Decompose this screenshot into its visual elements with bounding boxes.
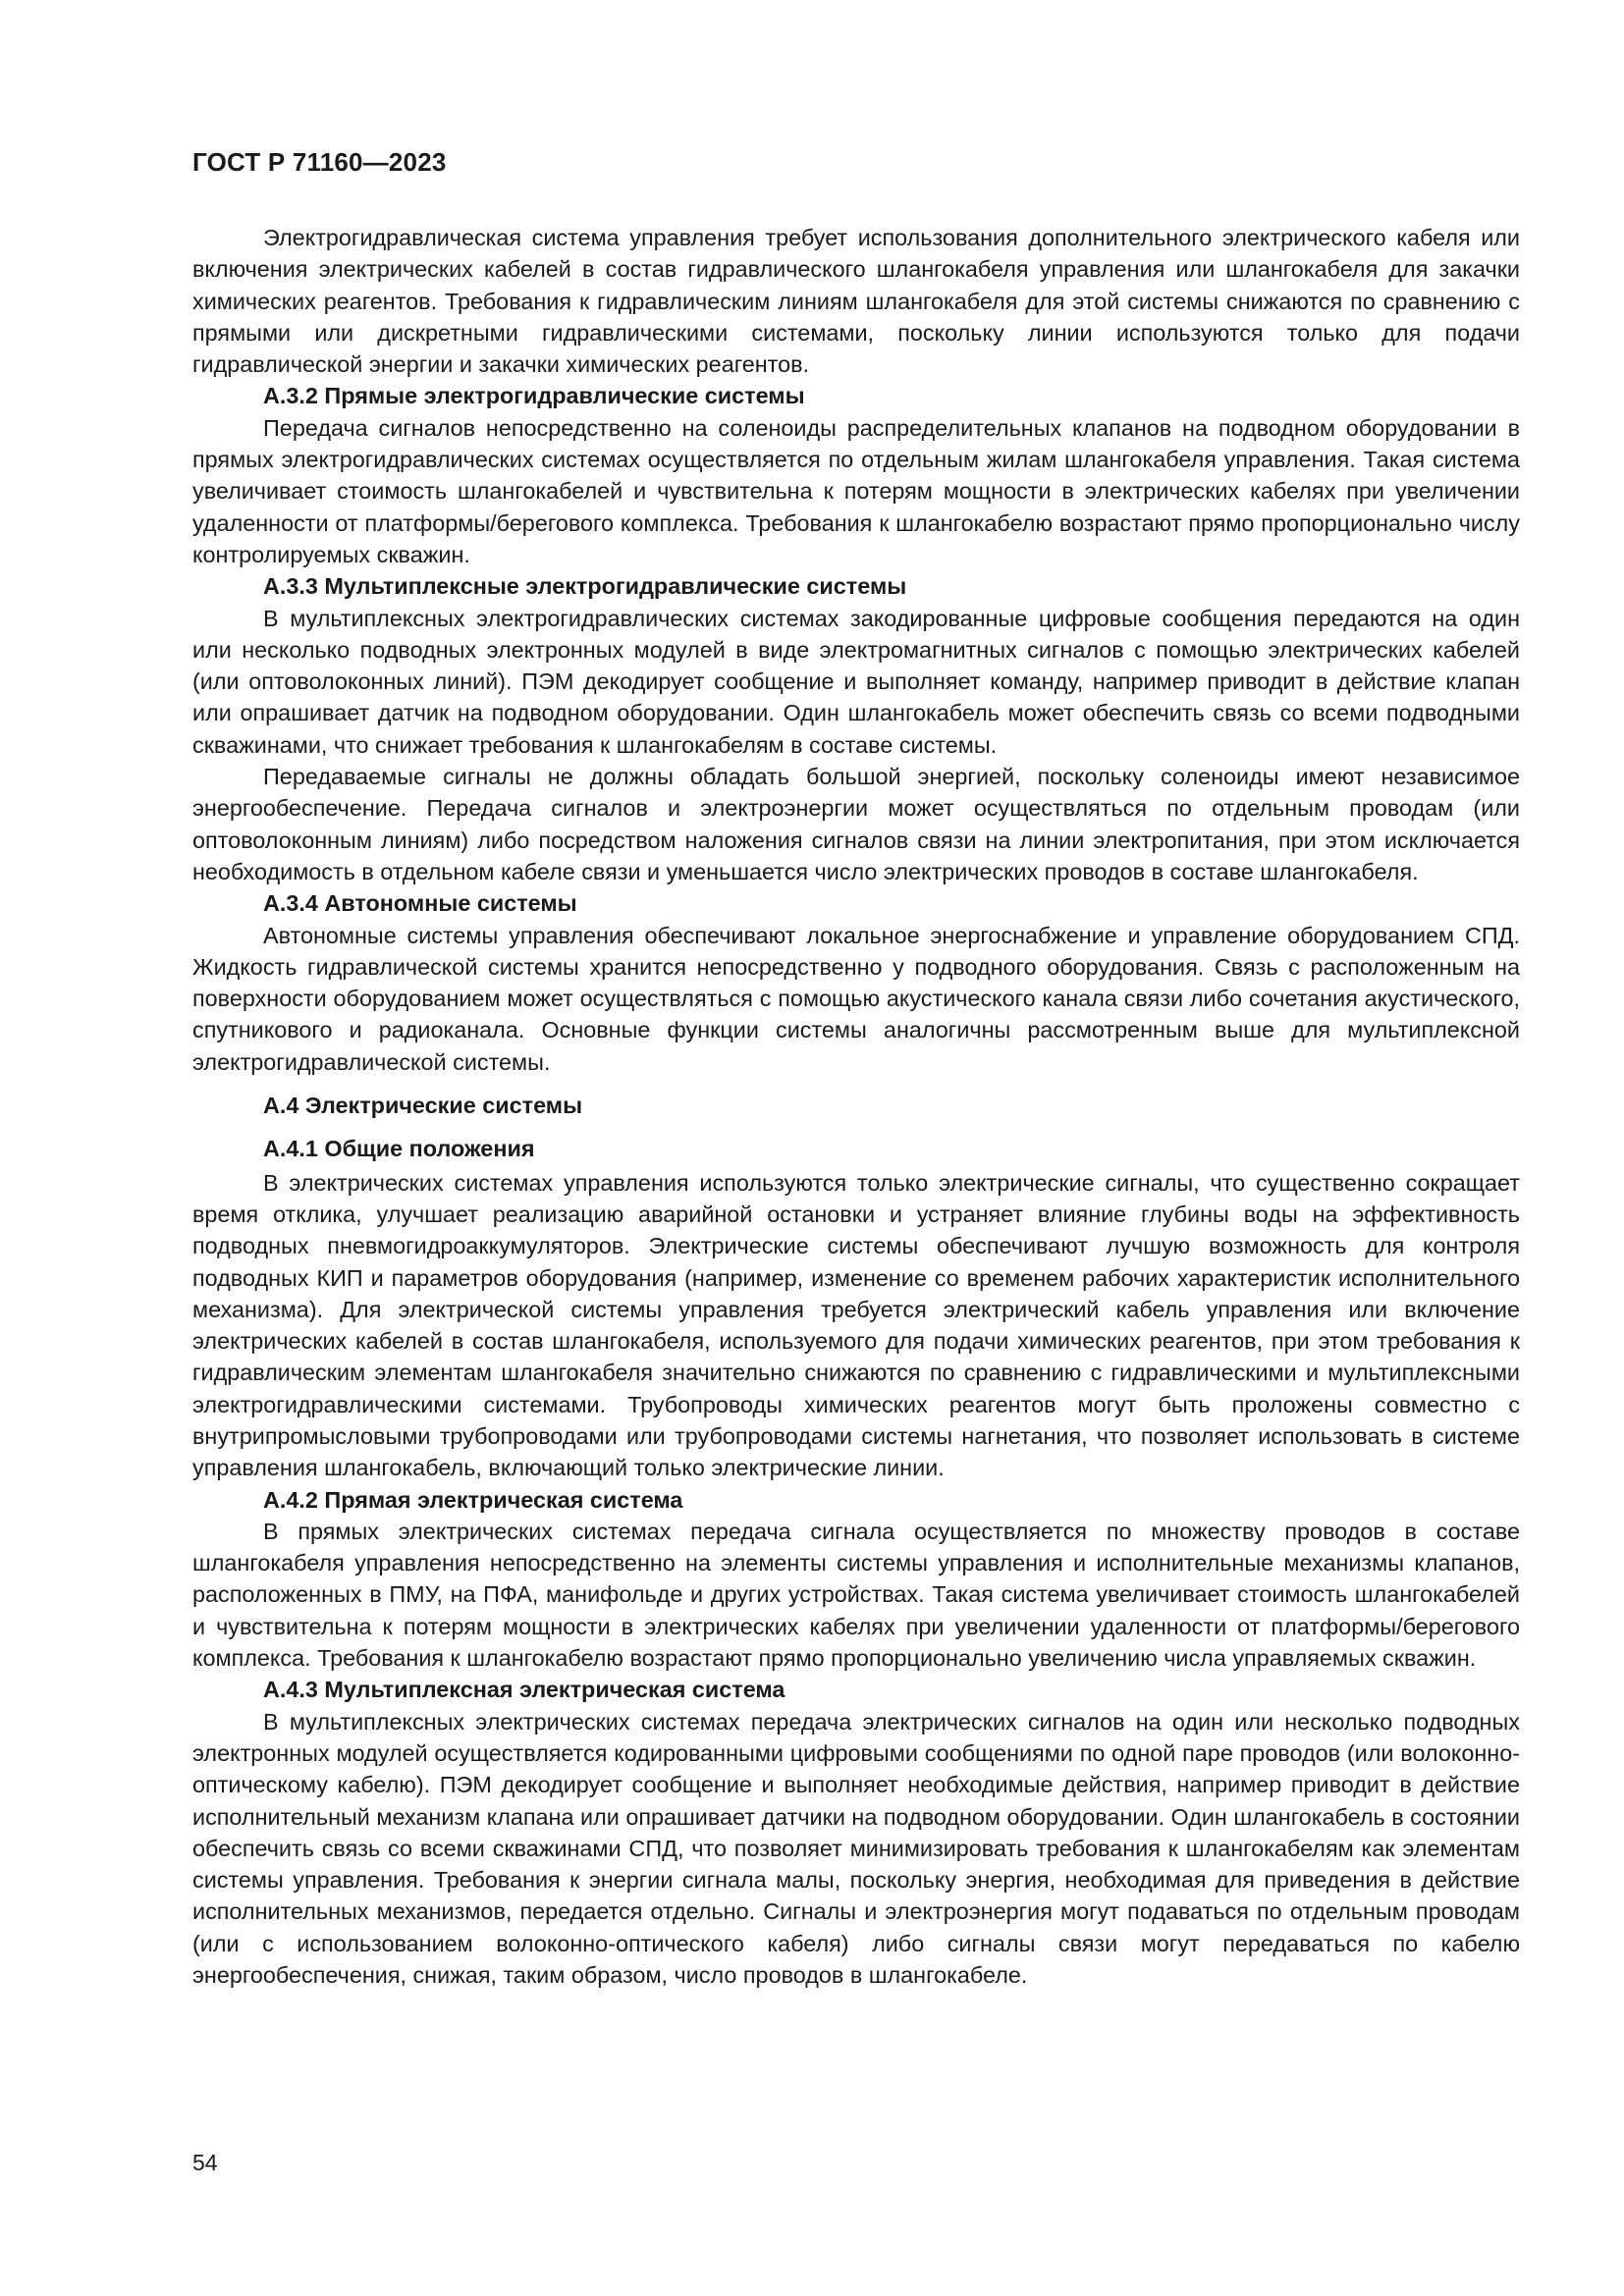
section-heading-a42: А.4.2 Прямая электрическая система <box>263 1486 683 1513</box>
section-heading-a34: А.3.4 Автономные системы <box>263 890 577 917</box>
document-header: ГОСТ Р 71160—2023 <box>192 147 447 177</box>
paragraph: Передача сигналов непосредственно на соленоиды распределительных клапанов на подводном оборудовании в прямых электрогидравлических системах осуществляется по отдельным жилам шлангокабеля управления. Такая система увеличивает стоимость шлангокабелей и чувствительна к потерям мощности в электрических кабелях при увеличении удаленности от платформы/берегового комплекса. Требования к шлангокабелю возрастают прямо пропорционально числу контролируемых скважин. <box>192 414 1520 567</box>
section-heading-a33: А.3.3 Мультиплексные электрогидравлические системы <box>263 573 907 600</box>
paragraph: Передаваемые сигналы не должны обладать большой энергией, поскольку соленоиды имеют независимое энергообеспечение. Передача сигналов и электроэнергии может осуществляться по отдельным проводам (или оптоволоконным линиям) либо посредством наложения сигналов связи на линии электропитания, при этом исключается необходимость в отдельном кабеле связи и уменьшается число электрических проводов в составе шлангокабеля. <box>192 764 1520 884</box>
section-heading-a41: А.4.1 Общие положения <box>263 1136 535 1162</box>
document-body <box>192 222 1520 1991</box>
paragraph: Электрогидравлическая система управления требует использования дополнительного электрического кабеля или включения электрических кабелей в состав гидравлического шлангокабеля управления или шлангокабеля для закачки химических реагентов. Требования к гидравлическим линиям шлангокабеля для этой системы снижаются по сравнению с прямыми или дискретными гидравлическими системами, поскольку линии используются только для подачи гидравлической энергии и закачки химических реагентов. <box>192 225 1520 378</box>
paragraph: В мультиплексных электрогидравлических системах закодированные цифровые сообщения передаются на один или несколько подводных электронных модулей в виде электромагнитных сигналов с помощью электрических кабелей (или оптоволоконных линий). ПЭМ декодирует сообщение и выполняет команду, например приводит в действие клапан или опрашивает датчик на подводном оборудовании. Один шлангокабель может обеспечить связь со всеми подводными скважинами, что снижает требования к шлангокабелям в составе системы. <box>192 605 1520 758</box>
paragraph: В мультиплексных электрических системах передача электрических сигналов на один или несколько подводных электронных модулей осуществляется кодированными цифровыми сообщениями по одной паре проводов (или волоконно-оптическому кабелю). ПЭМ декодирует сообщение и выполняет необходимые действия, например приводит в действие исполнительный механизм клапана или опрашивает датчики на подводном оборудовании. Один шлангокабель в состоянии обеспечить связь со всеми скважинами СПД, что позволяет минимизировать требования к шлангокабелям как элементам системы управления. Требования к энергии сигнала малы, поскольку энергия, необходимая для приведения в действие исполнительных механизмов, передается отдельно. Сигналы и электроэнергия могут подаваться по отдельным проводам (или с использованием волоконно-оптического кабеля) либо сигналы связи могут передаваться по кабелю энергообеспечения, снижая, таким образом, число проводов в шлангокабеле. <box>192 1708 1520 1989</box>
section-heading-a32: А.3.2 Прямые электрогидравлические системы <box>263 383 805 409</box>
paragraph: В прямых электрических системах передача сигнала осуществляется по множеству проводов в составе шлангокабеля управления непосредственно на элементы системы управления и исполнительные механизмы клапанов, расположенных в ПМУ, на ПФА, манифольде и других устройствах. Такая система увеличивает стоимость шлангокабелей и чувствительна к потерям мощности в электрических кабелях при увеличении удаленности от платформы/берегового комплекса. Требования к шлангокабелю возрастают прямо пропорционально увеличению числа управляемых скважин. <box>192 1518 1520 1672</box>
paragraph: Автономные системы управления обеспечивают локальное энергоснабжение и управление оборудованием СПД. Жидкость гидравлической системы хранится непосредственно у подводного оборудования. Связь с расположенным на поверхности оборудованием может осуществляться с помощью акустического канала связи либо сочетания акустического, спутникового и радиоканала. Основные функции системы аналогичны рассмотренным выше для мультиплексной электрогидравлической системы. <box>192 922 1520 1075</box>
paragraph: В электрических системах управления используются только электрические сигналы, что существенно сокращает время отклика, улучшает реализацию аварийной остановки и устраняет влияние глубины воды на эффективность подводных пневмогидроаккумуляторов. Электрические системы обеспечивают лучшую возможность для контроля подводных КИП и параметров оборудования (например, изменение со временем рабочих характеристик исполнительного механизма). Для электрической системы управления требуется электрический кабель управления или включение электрических кабелей в состав шлангокабеля, используемого для подачи химических реагентов, при этом требования к гидравлическим элементам шлангокабеля значительно снижаются по сравнению с гидравлическими и мультиплексными электрогидравлическими системами. Трубопроводы химических реагентов могут быть проложены совместно с внутрипромысловыми трубопроводами или трубопроводами системы нагнетания, что позволяет использовать в системе управления шлангокабель, включающий только электрические линии. <box>192 1169 1520 1481</box>
page-number: 54 <box>192 2150 218 2175</box>
section-heading-a43: А.4.3 Мультиплексная электрическая система <box>263 1677 785 1703</box>
section-heading-a4: А.4 Электрические системы <box>263 1093 583 1119</box>
